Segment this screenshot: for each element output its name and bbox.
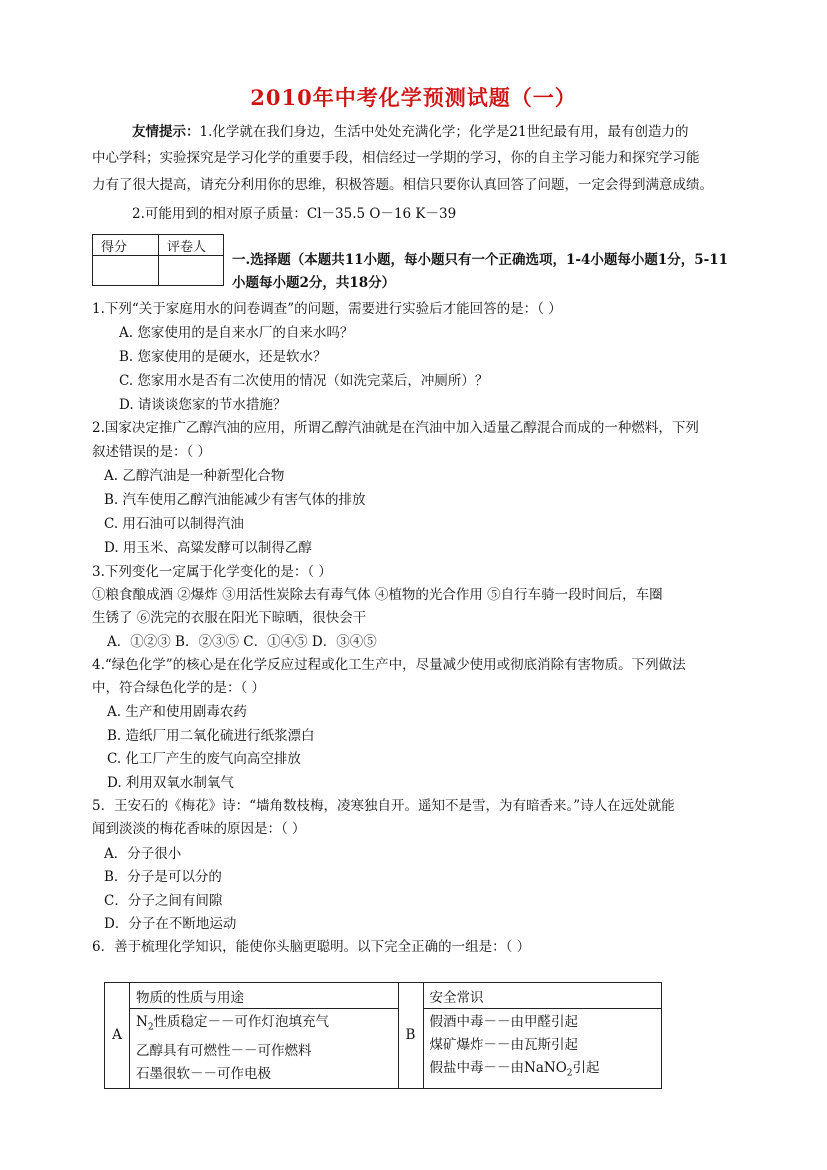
- table-header-row: [105, 983, 662, 1009]
- question-4-stem-cont: 中，符合绿色化学的是：（ ）: [92, 680, 266, 696]
- question-2-stem-cont: 叙述错误的是：（ ）: [92, 444, 212, 460]
- formula-subscript: 2: [566, 1068, 573, 1079]
- question-5-option-b: B．分子是可以分的: [104, 869, 222, 885]
- tips-line-2: 中心学科；实验探究是学习化学的重要手段，相信经过一学期的学习，你的自主学习能力和探究学习能: [92, 150, 700, 166]
- table-body-row: [105, 1009, 662, 1089]
- question-4-option-b: B. 造纸厂用二氧化硫进行纸浆漂白: [107, 728, 315, 744]
- tips-line-3: 力有了很大提高，请充分利用你的思维，积极答题。相信只要你认真回答了问题，一定会得到满意成绩。: [92, 177, 713, 193]
- group-a-label: A: [105, 983, 130, 1089]
- formula-subscript: 2: [147, 1022, 154, 1033]
- question-5-option-c: C．分子之间有间隙: [104, 893, 223, 909]
- question-4-option-d: D. 利用双氧水制氧气: [107, 775, 234, 791]
- question-1-option-b: B. 您家使用的是硬水，还是软水？: [119, 349, 327, 365]
- question-1-option-a: A. 您家使用的是自来水厂的自来水吗？: [119, 325, 354, 341]
- section-heading-line-2: 小题每小题2分，共18分）: [232, 275, 396, 291]
- group-a-row-1: [136, 1011, 392, 1040]
- question-2-stem: 2.国家决定推广乙醇汽油的应用，所谓乙醇汽油就是在汽油中加入适量乙醇混合而成的一种燃料，下列: [92, 420, 699, 436]
- question-2-option-c: C. 用石油可以制得汽油: [104, 516, 244, 532]
- question-3-items: ①粮食酿成酒 ②爆炸 ③用活性炭除去有毒气体 ④植物的光合作用 ⑤自行车骑一段时间后，车圈: [92, 587, 663, 603]
- question-5-stem-cont: 闻到淡淡的梅花香味的原因是：（ ）: [92, 821, 306, 837]
- group-b-label: B: [398, 983, 423, 1089]
- score-box-divider: [93, 255, 223, 256]
- group-a-content: [130, 1009, 399, 1089]
- question-4-stem: 4.“绿色化学”的核心是在化学反应过程或化工生产中，尽量减少使用或彻底消除有害物质。下列做法: [92, 657, 686, 673]
- question-5-option-a: A．分子很小: [104, 846, 182, 862]
- question-2-option-b: B. 汽车使用乙醇汽油能减少有害气体的排放: [104, 492, 366, 508]
- question-3-stem: 3.下列变化一定属于化学变化的是：（ ）: [92, 564, 332, 580]
- score-label: 得分: [101, 240, 128, 255]
- question-4-option-a: A. 生产和使用剧毒农药: [107, 704, 247, 720]
- tips-label: 友情提示：: [132, 124, 200, 140]
- question-6-table: [104, 982, 662, 1089]
- group-b-row-2: 煤矿爆炸－－由瓦斯引起: [429, 1037, 579, 1053]
- atomic-mass-line: 2.可能用到的相对原子质量：Cl－35.5 O－16 K－39: [132, 206, 457, 222]
- score-box-divider: [158, 235, 159, 285]
- section-heading-line-1: 一.选择题（本题共11小题，每小题只有一个正确选项，1-4小题每小题1分，5-11: [232, 252, 729, 268]
- group-b-content: [423, 1009, 661, 1089]
- group-a-row-2: 乙醇具有可燃性－－可作燃料: [136, 1042, 312, 1059]
- question-4-option-c: C. 化工厂产生的废气向高空排放: [107, 751, 301, 767]
- page-title: 2010年中考化学预测试题（一）: [250, 85, 577, 110]
- group-b-row-1: 假酒中毒－－由甲醛引起: [429, 1014, 579, 1030]
- group-b-row-3-text: 假盐中毒－－由NaNO: [429, 1060, 567, 1076]
- question-5-option-d: D．分子在不断地运动: [104, 916, 237, 932]
- grader-label: 评卷人: [167, 240, 207, 255]
- question-6-stem: 6．善于梳理化学知识，能使你头脑更聪明。以下完全正确的一组是：（ ）: [92, 939, 531, 955]
- tips-line-1: [132, 123, 689, 141]
- question-3-options: A．①②③ B．②③⑤ C．①④⑤ D．③④⑤: [107, 634, 377, 650]
- group-b-row-3: [430, 1057, 655, 1086]
- question-5-stem: 5．王安石的《梅花》诗：“墙角数枝梅，凌寒独自开。遥知不是雪，为有暗香来。”诗人在远处就能: [92, 798, 675, 814]
- formula-n2: N: [136, 1014, 148, 1030]
- question-1-option-c: C. 您家用水是否有二次使用的情况（如洗完菜后，冲厕所）？: [119, 373, 489, 389]
- question-1-option-d: D. 请谈谈您家的节水措施？: [119, 397, 287, 413]
- score-box: [92, 234, 224, 286]
- group-b-header: 安全常识: [423, 983, 661, 1009]
- question-3-items-cont: 生锈了 ⑥洗完的衣服在阳光下晾晒，很快会干: [92, 610, 367, 626]
- group-a-header: 物质的性质与用途: [130, 983, 399, 1009]
- question-2-option-a: A. 乙醇汽油是一种新型化合物: [104, 468, 285, 484]
- question-1-stem: 1.下列“关于家庭用水的问卷调查”的问题，需要进行实验后才能回答的是：（ ）: [92, 301, 562, 317]
- group-a-row-3: 石墨很软－－可作电极: [136, 1065, 271, 1082]
- group-a-row-1-text: 性质稳定－－可作灯泡填充气: [153, 1014, 330, 1030]
- question-2-option-d: D. 用玉米、高粱发酵可以制得乙醇: [104, 540, 312, 556]
- group-b-row-3-tail: 引起: [572, 1060, 600, 1076]
- tips-text-1: 1.化学就在我们身边，生活中处处充满化学；化学是21世纪最有用，最有创造力的: [199, 124, 689, 140]
